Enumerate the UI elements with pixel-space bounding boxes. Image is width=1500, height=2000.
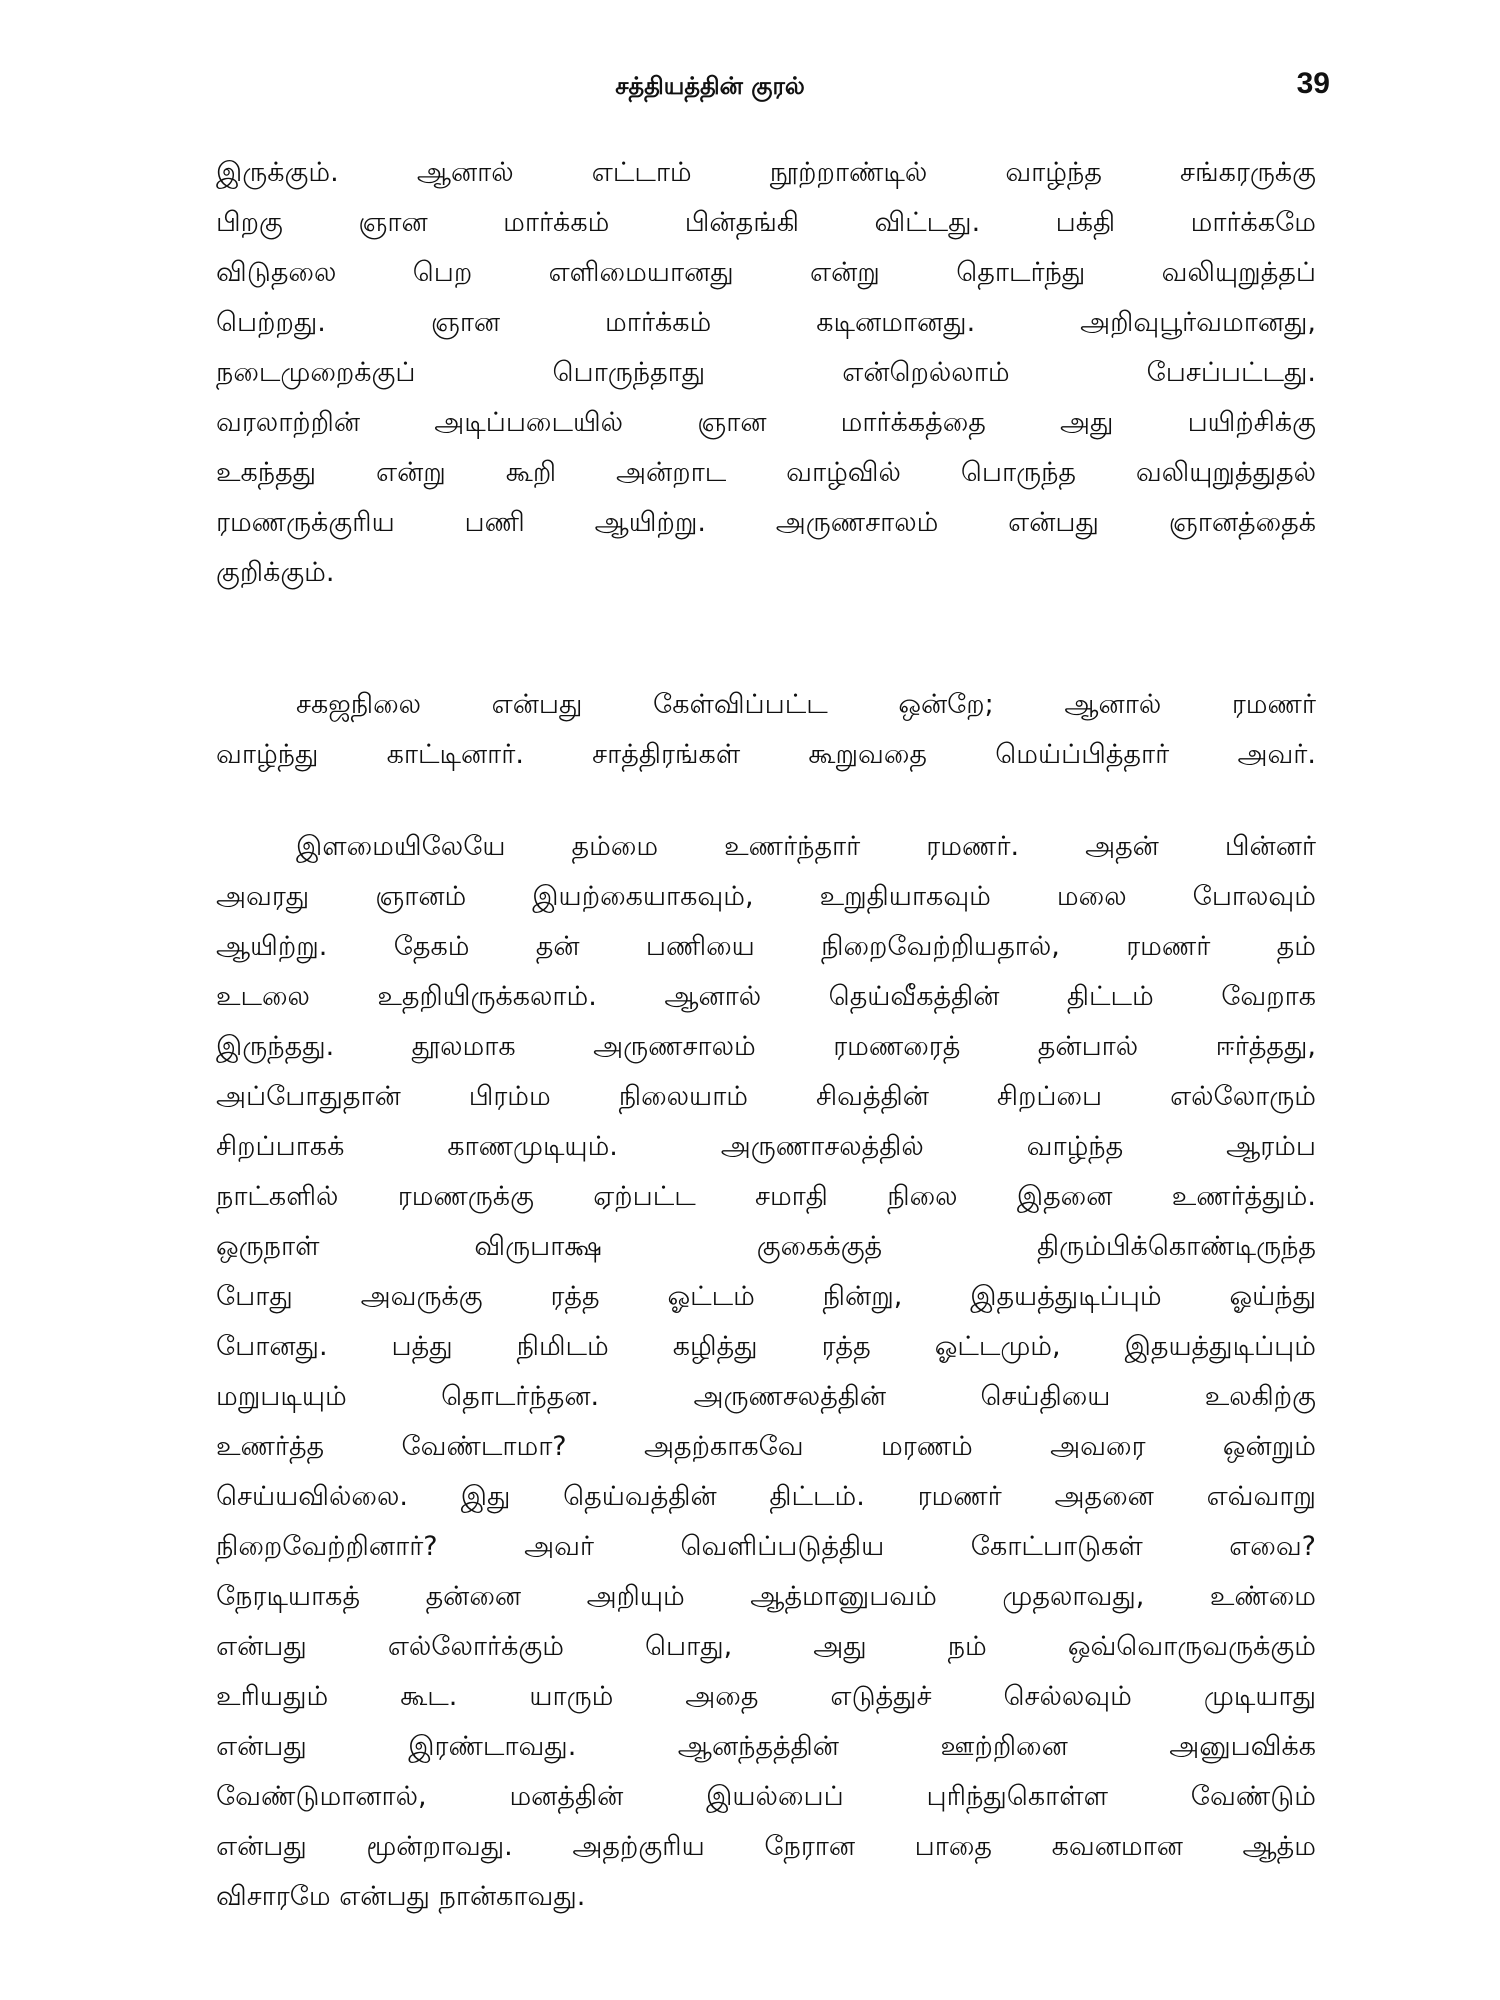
text-line: விசாரமே என்பது நான்காவது. (216, 1881, 586, 1912)
text-line: நடைமுறைக்குப் பொருந்தாது என்றெல்லாம் பேசப்பட்டது. (216, 357, 1316, 388)
text-line: அவரது ஞானம் இயற்கையாகவும், உறுதியாகவும் மலை போலவும் (216, 881, 1316, 912)
text-line: இருக்கும். ஆனால் எட்டாம் நூற்றாண்டில் வாழ்ந்த சங்கரருக்கு (216, 157, 1316, 188)
text-line: உணர்த்த வேண்டாமா? அதற்காகவே மரணம் அவரை ஒன்றும் (216, 1431, 1316, 1462)
text-line: விடுதலை பெற எளிமையானது என்று தொடர்ந்து வலியுறுத்தப் (216, 257, 1316, 288)
text-line: பெற்றது. ஞான மார்க்கம் கடினமானது. அறிவுபூர்வமானது, (216, 307, 1316, 338)
text-line: குறிக்கும். (216, 557, 335, 588)
text-line: வாழ்ந்து காட்டினார். சாத்திரங்கள் கூறுவதை மெய்ப்பித்தார் அவர். (216, 739, 1316, 770)
text-line: வரலாற்றின் அடிப்படையில் ஞான மார்க்கத்தை அது பயிற்சிக்கு (216, 407, 1316, 438)
text-line: என்பது எல்லோர்க்கும் பொது, அது நம் ஒவ்வொருவருக்கும் (216, 1631, 1316, 1662)
text-line: நேரடியாகத் தன்னை அறியும் ஆத்மானுபவம் முதலாவது, உண்மை (216, 1581, 1316, 1612)
text-line: அப்போதுதான் பிரம்ம நிலையாம் சிவத்தின் சிறப்பை எல்லோரும் (216, 1081, 1316, 1112)
text-line: என்பது மூன்றாவது. அதற்குரிய நேரான பாதை கவனமான ஆத்ம (216, 1831, 1316, 1862)
text-line: ரமணருக்குரிய பணி ஆயிற்று. அருணசாலம் என்பது ஞானத்தைக் (216, 507, 1316, 538)
text-line: உரியதும் கூட. யாரும் அதை எடுத்துச் செல்லவும் முடியாது (216, 1681, 1316, 1712)
text-line: ஆயிற்று. தேகம் தன் பணியை நிறைவேற்றியதால், ரமணர் தம் (216, 931, 1316, 962)
text-line: மறுபடியும் தொடர்ந்தன. அருணசலத்தின் செய்தியை உலகிற்கு (216, 1381, 1316, 1412)
text-line: உகந்தது என்று கூறி அன்றாட வாழ்வில் பொருந்த வலியுறுத்துதல் (216, 457, 1316, 488)
text-line: செய்யவில்லை. இது தெய்வத்தின் திட்டம். ரமணர் அதனை எவ்வாறு (216, 1481, 1316, 1512)
text-line: இளமையிலேயே தம்மை உணர்ந்தார் ரமணர். அதன் பின்னர் (296, 831, 1316, 862)
text-line: உடலை உதறியிருக்கலாம். ஆனால் தெய்வீகத்தின் திட்டம் வேறாக (216, 981, 1316, 1012)
text-line: இருந்தது. தூலமாக அருணசாலம் ரமணரைத் தன்பால் ஈர்த்தது, (216, 1031, 1316, 1062)
text-line: போது அவருக்கு ரத்த ஓட்டம் நின்று, இதயத்துடிப்பும் ஓய்ந்து (216, 1281, 1316, 1312)
running-title: சத்தியத்தின் குரல் (615, 72, 805, 100)
text-line: சிறப்பாகக் காணமுடியும். அருணாசலத்தில் வாழ்ந்த ஆரம்ப (216, 1131, 1316, 1162)
page-number: 39 (1296, 67, 1330, 100)
text-line: பிறகு ஞான மார்க்கம் பின்தங்கி விட்டது. பக்தி மார்க்கமே (216, 207, 1316, 238)
text-line: போனது. பத்து நிமிடம் கழித்து ரத்த ஓட்டமும், இதயத்துடிப்பும் (216, 1331, 1316, 1362)
text-line: நாட்களில் ரமணருக்கு ஏற்பட்ட சமாதி நிலை இதனை உணர்த்தும். (216, 1181, 1316, 1212)
text-line: வேண்டுமானால், மனத்தின் இயல்பைப் புரிந்துகொள்ள வேண்டும் (216, 1781, 1316, 1812)
text-line: நிறைவேற்றினார்? அவர் வெளிப்படுத்திய கோட்பாடுகள் எவை? (216, 1531, 1316, 1562)
text-line: ஒருநாள் விருபாக்ஷ குகைக்குத் திரும்பிக்கொண்டிருந்த (216, 1231, 1316, 1262)
text-line: என்பது இரண்டாவது. ஆனந்தத்தின் ஊற்றினை அனுபவிக்க (216, 1731, 1316, 1762)
text-line: சகஜநிலை என்பது கேள்விப்பட்ட ஒன்றே; ஆனால் ரமணர் (296, 689, 1316, 720)
